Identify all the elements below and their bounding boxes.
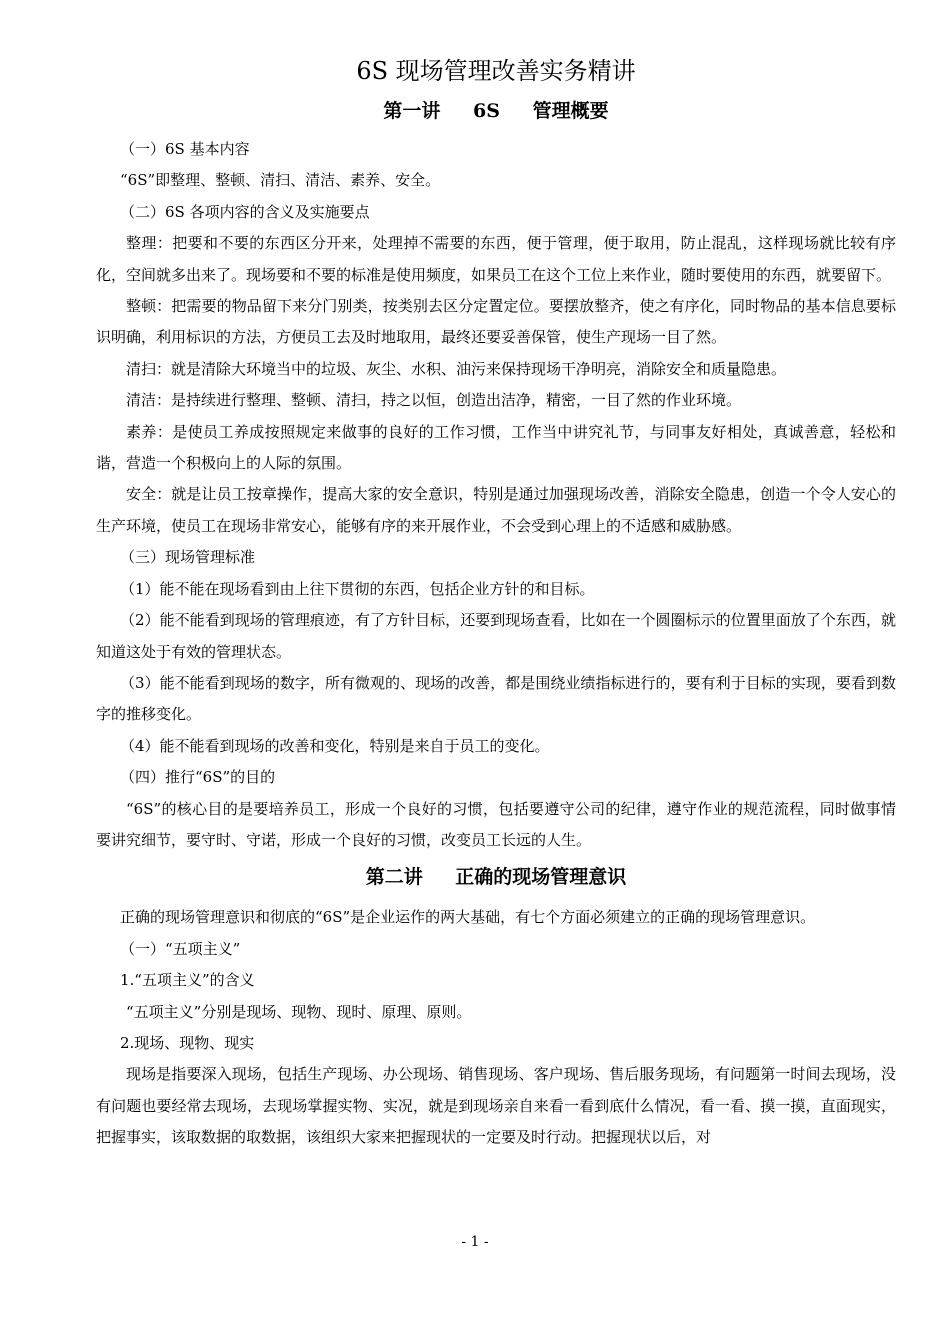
document-page bbox=[96, 50, 896, 1154]
paragraph: 清洁：是持续进行整理、整顿、清扫，持之以恒，创造出洁净，精密，一目了然的作业环境。 bbox=[126, 391, 742, 410]
lecture-1-heading: 第一讲 6S 管理概要 bbox=[383, 100, 609, 122]
paragraph: 现场是指要深入现场，包括生产现场、办公现场、销售现场、客户现场、售后服务现场，有问题第一时间去现场，没有问题也要经常去现场，去现场掌握实物、实况，就是到现场亲自来看一看到底什么情况，看一看、摸一摸，直面现实，把握事实，该取数据的取数据，该组织大家来把握现状的一定要及时行动。把握现状以后，对 bbox=[96, 1065, 896, 1147]
section-heading: （三）现场管理标准 bbox=[120, 548, 256, 567]
section-heading: （四）推行“6S”的目的 bbox=[120, 768, 276, 787]
paragraph: 整理：把要和不要的东西区分开来，处理掉不需要的东西，便于管理，便于取用，防止混乱，这样现场就比较有序化，空间就多出来了。现场要和不要的标准是使用频度，如果员工在这个工位上来作业，随时要使用的东西，就要留下。 bbox=[96, 234, 896, 284]
paragraph: 清扫：就是清除大环境当中的垃圾、灰尘、水积、油污来保持现场干净明亮，消除安全和质量隐患。 bbox=[126, 359, 787, 378]
list-item: （2）能不能看到现场的管理痕迹，有了方针目标，还要到现场查看，比如在一个圆圈标示的位置里面放了个东西，就知道这处于有效的管理状态。 bbox=[96, 611, 896, 661]
list-item: （1）能不能在现场看到由上往下贯彻的东西，包括企业方针的和目标。 bbox=[120, 579, 595, 598]
section-heading: （一）6S 基本内容 bbox=[120, 140, 250, 158]
paragraph: “五项主义”分别是现场、现物、现时、原理、原则。 bbox=[126, 1002, 472, 1021]
paragraph: 素养：是使员工养成按照规定来做事的良好的工作习惯，工作当中讲究礼节，与同事友好相处，真诚善意，轻松和谐，营造一个积极向上的人际的氛围。 bbox=[96, 422, 896, 473]
section-heading: （二）6S 各项内容的含义及实施要点 bbox=[120, 202, 370, 221]
document-title: 6S 现场管理改善实务精讲 bbox=[356, 57, 636, 85]
paragraph: 正确的现场管理意识和彻底的“6S”是企业运作的两大基础，有七个方面必须建立的正确的现场管理意识。 bbox=[120, 908, 816, 927]
subsection-heading: 2.现场、现物、现实 bbox=[120, 1033, 255, 1052]
paragraph: 安全：就是让员工按章操作，提高大家的安全意识，特别是通过加强现场改善，消除安全隐患，创造一个令人安心的生产环境，使员工在现场非常安心，能够有序的来开展作业，不会受到心理上的不适感和威胁感。 bbox=[96, 485, 896, 535]
paragraph: “6S”即整理、整顿、清扫、清洁、素养、安全。 bbox=[120, 171, 441, 190]
paragraph: “6S”的核心目的是要培养员工，形成一个良好的习惯，包括要遵守公司的纪律，遵守作业的规范流程，同时做事情要讲究细节，要守时、守诺，形成一个良好的习惯，改变员工长远的人生。 bbox=[96, 799, 896, 849]
lecture-2-heading: 第二讲 正确的现场管理意识 bbox=[365, 866, 627, 889]
section-heading: （一）“五项主义” bbox=[120, 939, 241, 958]
list-item: （3）能不能看到现场的数字，所有微观的、现场的改善，都是围绕业绩指标进行的，要有利于目标的实现，要看到数字的推移变化。 bbox=[96, 673, 896, 724]
subsection-heading: 1.“五项主义”的含义 bbox=[120, 971, 255, 990]
list-item: （4）能不能看到现场的改善和变化，特别是来自于员工的变化。 bbox=[120, 736, 550, 755]
paragraph: 整顿：把需要的物品留下来分门别类，按类别去区分定置定位。要摆放整齐，使之有序化，同时物品的基本信息要标识明确，利用标识的方法，方便员工去及时地取用，最终还要妥善保管，使生产现场一目了然。 bbox=[96, 297, 896, 347]
page-number: - 1 - bbox=[461, 1234, 489, 1250]
